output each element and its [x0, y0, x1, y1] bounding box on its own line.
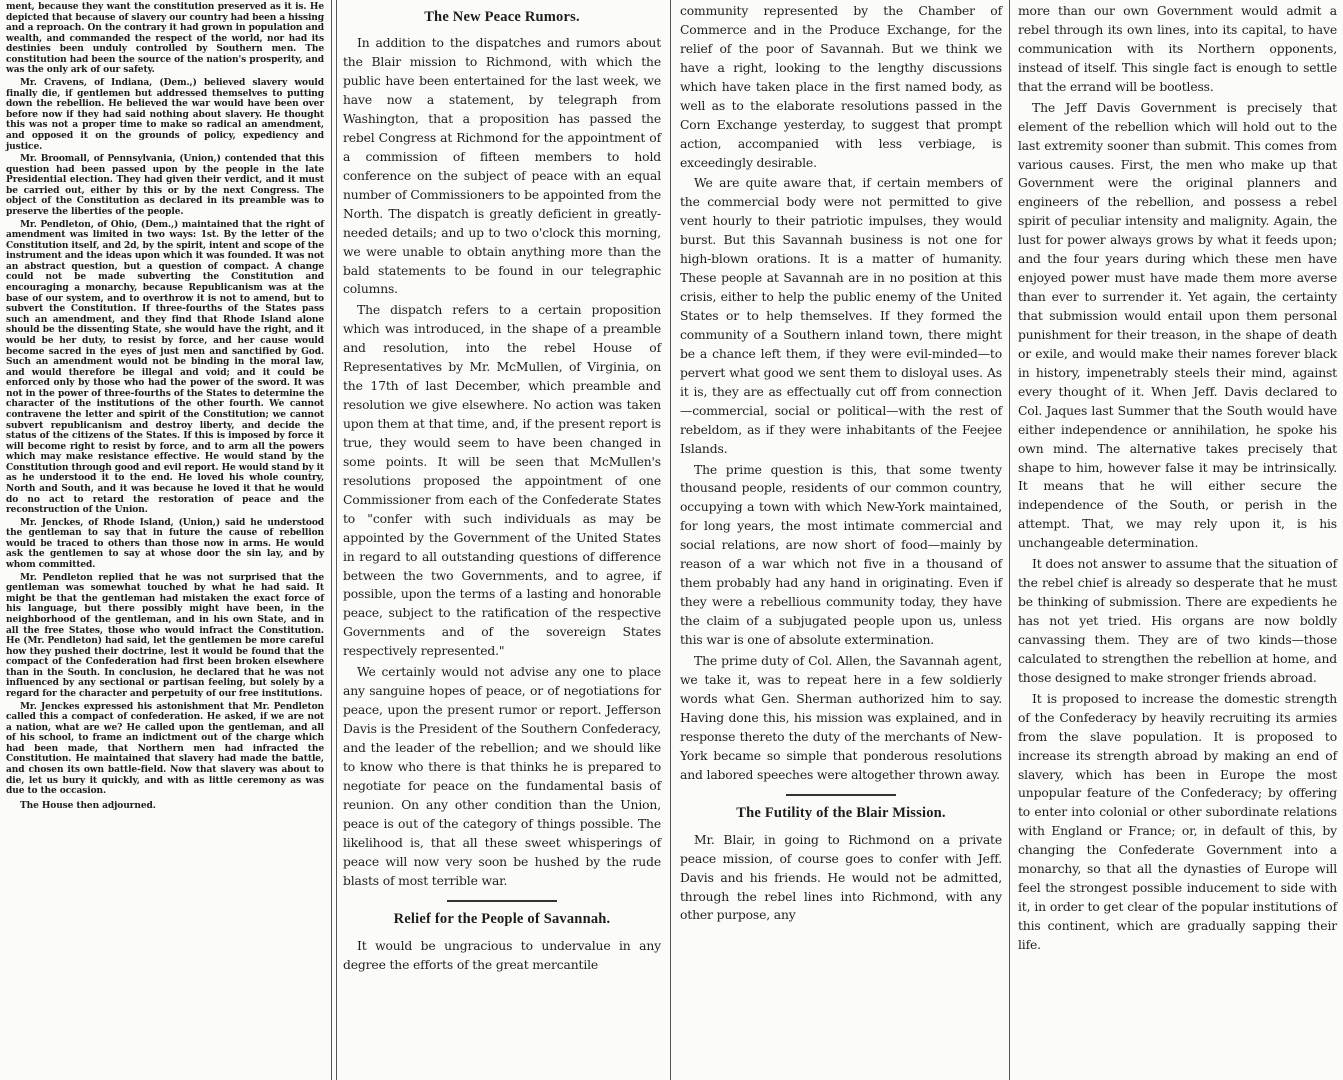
article-paragraph: The prime duty of Col. Allen, the Savannah agent, we take it, was to repeat here in a few soldierly words what Gen. Sherman authorized him to say. Having done this, his mission was explained, and in response thereto the duty of the merchants of New-York became so simple that ponderous resolutions and labored speeches were altogether thrown away.	[680, 653, 1002, 782]
column-congress-proceedings	[0, 0, 330, 1080]
proceedings-paragraph: Mr. Broomall, of Pennsylvania, (Union,) contended that this question had been passed upon by the people in the late Presidential election. They had given their verdict, and it must be carried out, either by this or by the next Congress. The object of the Constitution as declared in its preamble was to preserve the liberties of the people.	[6, 154, 324, 217]
proceedings-paragraph: Mr. Jenckes expressed his astonishment that Mr. Pendleton called this a compact of confederation. He asked, if we are not a nation, what are we? He called upon the gentleman, and all of his school, to frame an indictment out of the charge which had been made, that Northern men had infracted the Constitution. He maintained that slavery had made the battle, and chosen its own battle-field. Now that slavery was about to die, let us bury it quickly, and with as little ceremony as was due to the occasion.	[6, 701, 324, 797]
proceedings-paragraph: Mr. Pendleton replied that he was not surprised that the gentleman was somewhat touched by what he had said. It might be that the gentleman had mistaken the exact force of his language, but there possibly might have been, in the neighborhood of the gentleman, and in his own State, and in all the free States, those who would infract the Constitution. He (Mr. Pendleton) had said, let the gentlemen be more careful how they pushed their doctrine, lest it would be found that the compact of the Confederation had first been broken elsewhere than in the South. In conclusion, he declared that he was not influenced by any sectional or partisan feeling, but solely by a regard for the character and perpetuity of our free institutions.	[6, 572, 324, 699]
article-paragraph: more than our own Government would admit a rebel through its own lines, into its capital, to have communication with its Northern opponents, instead of itself. This single fact is enough to settle that the errand will be bootless.	[1018, 4, 1337, 94]
proceedings-paragraph: Mr. Pendleton, of Ohio, (Dem.,) maintained that the right of amendment was limited in two ways: 1st. By the letter of the Constitution itself, and 2d, by the spirit, intent and scope of the instrument and the ideas upon which it was founded. It was not an abstract question, but a question of compact. A change could not be made subverting the Constitution and encouraging a monarchy, because Republicanism was at the base of our system, and to overthrow it is not to amend, but to subvert the Constitution. If three-fourths of the States pass such an amendment, and they find that Rhode Island alone should be the dissenting State, she would have the right, and it would be her duty, to resist by force, and her cause would become sacred in the eyes of just men and sanctified by God. Such an amendment would not be binding in the moral law, and would therefore be illegal and void; and it could be enforced only by those who had the power of the sword. It was not in the power of three-fourths of the States to determine the character of the institutions of the other fourth. We cannot contravene the letter and spirit of the Constitution; we cannot subvert republicanism and destroy liberty, and decide the status of the citizens of the States. If this is imposed by force it will become right to resist by force, and to arm all the powers which may make resistance effective. He would stand by the Constitution through good and evil report. He would stand by it as he understood it to the end. He loved his whole country, North and South, and it was because he loved it that he would do no act to retard the restoration of peace and the reconstruction of the Union.	[6, 219, 324, 516]
article-heading-peace-rumors: The New Peace Rumors.	[424, 9, 580, 25]
article-divider	[786, 794, 896, 796]
article-paragraph: It would be ungracious to undervalue in any degree the efforts of the great mercantile	[343, 938, 661, 972]
article-paragraph: We certainly would not advise any one to place any sanguine hopes of peace, or of negotiations for peace, upon the present rumor or report. Jefferson Davis is the President of the Southern Confederacy, and the leader of the rebellion; and we should like to know who there is that thinks he is prepared to negotiate for peace on the fundamental basis of reunion. On any other condition than the Union, peace is out of the category of things possible. The likelihood is, that all these sweet whisperings of peace will now very soon be hushed by the rude blasts of most terrible war.	[343, 665, 661, 888]
column-rule	[670, 0, 671, 1080]
article-paragraph: The dispatch refers to a certain proposition which was introduced, in the shape of a preamble and resolution, into the rebel House of Representatives by Mr. McMullen, of Virginia, on the 17th of last December, which preamble and resolution we give elsewhere. No action was taken upon them at that time, and, if the present report is true, they would seem to have been changed in some points. It will be seen that McMullen's resolutions proposed the appointment of one Commissioner from each of the Confederate States to "confer with such individuals as may be appointed by the Government of the United States in regard to all outstanding questions of difference between the two Governments, and to agree, if possible, upon the terms of a lasting and honorable peace, subject to the ratification of the respective Governments and of the sovereign States respectively represented."	[343, 303, 661, 659]
article-heading-savannah-relief: Relief for the People of Savannah.	[393, 911, 611, 928]
article-divider	[447, 900, 557, 902]
proceedings-paragraph: Mr. Jenckes, of Rhode Island, (Union,) said he understood the gentleman to say that in future the cause of rebellion would be traced to others than those now in arms. He would ask the gentlemen to say at whose door the sin lay, and by whom committed.	[6, 517, 324, 571]
article-paragraph: In addition to the dispatches and rumors about the Blair mission to Richmond, with which the public have been entertained for the last week, we have now a statement, by telegraph from Washington, that a proposition has passed the rebel Congress at Richmond for the appointment of a commission of fifteen members to hold conference on the subject of peace with an equal number of Commissioners to be appointed from the North. The dispatch is greatly deficient in greatly-needed details; and up to two o'clock this morning, we were unable to obtain anything more than the bald statements to be found in our telegraphic columns.	[343, 36, 661, 297]
proceedings-closing: The House then adjourned.	[20, 800, 156, 811]
article-paragraph: community represented by the Chamber of Commerce and in the Produce Exchange, for the relief of the poor of Savannah. But we think we have a right, looking to the lengthy discussions which have taken place in the first named body, as well as to the elaborate resolutions passed in the Corn Exchange yesterday, to suggest that prompt action, accompanied with less verbiage, is exceedingly desirable.	[680, 4, 1002, 170]
article-paragraph: It does not answer to assume that the situation of the rebel chief is already so desperate that he must be thinking of submission. There are expedients he has not yet tried. His organs are now boldly canvassing them. They are of two kinds—those calculated to strengthen the rebellion at home, and those designed to make stronger friends abroad.	[1018, 557, 1337, 685]
column-rule	[1009, 0, 1010, 1080]
article-paragraph: The Jeff Davis Government is precisely that element of the rebellion which will hold out to the last extremity sooner than submit. This comes from various causes. First, the men who make up that Government were the original planners and engineers of the rebellion, and possess a rebel spirit of peculiar intensity and malignity. Again, the lust for power always grows by what it feeds upon; and the four years during which these men have enjoyed power must have made them more averse than ever to surrender it. Yet again, the certainty that submission would entail upon them personal punishment for their treason, in the shape of death or exile, and would make their names forever black in history, impenetrably steels their mind, against every thought of it. When Jeff. Davis declared to Col. Jaques last Summer that the South would have either independence or annihilation, he spoke his own mind. The alternative takes precisely that shape to him, however false it may be intrinsically. It means that he will either secure the independence of the South, or perish in the attempt. That, we may rely upon it, is his unchangeable determination.	[1018, 100, 1337, 551]
article-paragraph: The prime question is this, that some twenty thousand people, residents of our common country, occupying a town with which New-York maintained, for long years, the most intimate commercial and social relations, are now short of food—mainly by reason of a war which not five in a thousand of them probably had any hand in originating. Even if they were a rebellious community today, they have the claim of a subjugated people upon us, unless this war is one of absolute extermination.	[680, 462, 1002, 647]
article-paragraph: Mr. Blair, in going to Richmond on a private peace mission, of course goes to confer with Jeff. Davis and his friends. He would not be admitted, through the rebel lines into Richmond, with any other purpose, any	[680, 832, 1002, 923]
article-paragraph: It is proposed to increase the domestic strength of the Confederacy by heavily recruiting its armies from the slave population. It is proposed to increase its strength abroad by making an end of slavery, which has been in Europe the most unpopular feature of the Confederacy; by offering to enter into colonial or other subordinate relations with England or France; or, in default of this, by changing the Confederate Government into a monarchy, so that all the dynasties of Europe will feel the strongest possible inducement to side with it, in order to get clear of the popular institutions of this continent, which are gradually sapping their life.	[1018, 691, 1337, 952]
column-blair-mission-continued	[1012, 0, 1343, 1080]
proceedings-paragraph: ment, because they want the constitution preserved as it is. He depicted that because of slavery our country had been a hissing and a reproach. On the contrary it had grown in population and wealth, and commanded the respect of the world, nor had its destinies been unduly controlled by Southern men. The constitution had been the source of the nation's prosperity, and was the only ark of our safety.	[6, 2, 324, 76]
proceedings-paragraph: Mr. Cravens, of Indiana, (Dem.,) believed slavery would finally die, if gentlemen but addressed themselves to putting down the rebellion. He believed the war would have been over before now if they had said nothing about slavery. He thought this was not a proper time to make so radical an amendment, and opposed it on the grounds of policy, expediency and justice.	[6, 78, 324, 152]
column-savannah-relief	[674, 0, 1008, 1080]
article-paragraph: We are quite aware that, if certain members of the commercial body were not permitted to give vent hourly to their patriotic impulses, they would burst. But this Savannah business is not one for high-blown orations. It is a matter of humanity. These people at Savannah are in no position at this crisis, either to help the public enemy of the United States or to help themselves. If they formed the community of a Southern inland town, there might be a chance left them, if they were evil-minded—to pervert what good we sent them to disloyal uses. As it is, they are as effectually cut off from connection—commercial, social or political—with the rest of rebeldom, as if they were inhabitants of the Feejee Islands.	[680, 176, 1002, 456]
column-peace-rumors	[337, 0, 667, 1080]
article-heading-blair-mission: The Futility of the Blair Mission.	[736, 805, 946, 822]
